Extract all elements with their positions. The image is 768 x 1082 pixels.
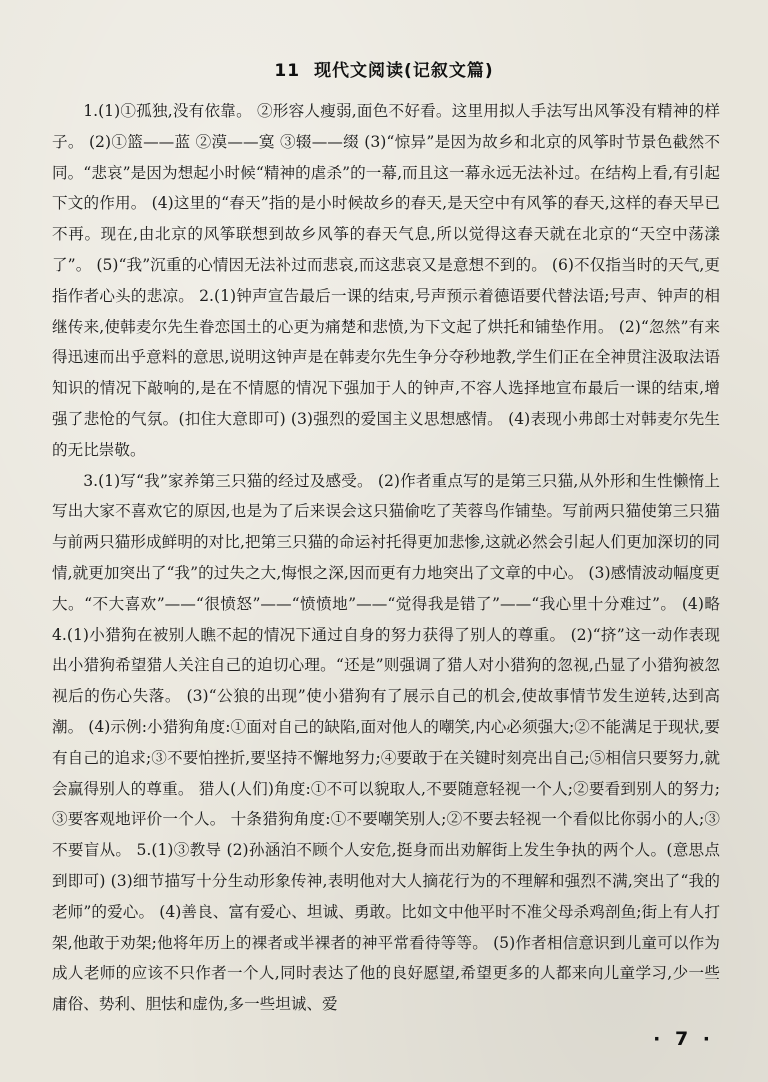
answer-paragraph-2: 3.(1)写“我”家养第三只猫的经过及感受。 (2)作者重点写的是第三只猫,从外形和生性懒惰上写出大家不喜欢它的原因,也是为了后来误会这只猫偷吃了芙蓉鸟作铺垫。写前两只猫使第三只猫与前两只猫形成鲜明的对比,把第三只猫的命运衬托得更加悲惨,这就必然会引起人们更加深切的同情,就更加突出了“我”的过失之大,悔恨之深,因而更有力地突出了文章的中心。 (3)感情波动幅度更大。“不大喜欢”——“很愤怒”——“愤愤地”——“觉得我是错了”——“我心里十分难过”。 (4)略 4.(1)小猎狗在被别人瞧不起的情况下通过自身的努力获得了别人的尊重。 (2)“挤”这一动作表现出小猎狗希望猎人关注自己的迫切心理。“还是”则强调了猎人对小猎狗的忽视,凸显了小猎狗被忽视后的伤心失落。 (3)“公狼的出现”使小猎狗有了展示自己的机会,使故事情节发生逆转,达到高潮。 (4)示例:小猎狗角度:①面对自己的缺陷,面对他人的嘲笑,内心必须强大;②不能满足于现状,要有自己的追求;③不要怕挫折,要坚持不懈地努力;④要敢于在关键时刻亮出自己;⑤相信只要努力,就会赢得别人的尊重。 猎人(人们)角度:①不可以貌取人,不要随意轻视一个人;②要看到别人的努力;③要客观地评价一个人。 十条猎狗角度:①不要嘲笑别人;②不要去轻视一个看似比你弱小的人;③不要盲从。 5.(1)③教导 (2)孙涵泊不顾个人安危,挺身而出劝解街上发生争执的两个人。(意思点到即可) (3)细节描写十分生动形象传神,表明他对大人摘花行为的不理解和强烈不满,突出了“我的老师”的爱心。 (4)善良、富有爱心、坦诚、勇敢。比如文中他平时不准父母杀鸡剖鱼;街上有人打架,他敢于劝架;他将年历上的裸者或半裸者的神平常看待等等。 (5)作者相信意识到儿童可以作为成人老师的应该不只作者一个人,同时表达了他的良好愿望,希望更多的人都来向儿童学习,少一些庸俗、势利、胆怯和虚伪,多一些坦诚、爱 [52, 471, 720, 1014]
section-title-text: 现代文阅读(记叙文篇) [314, 61, 494, 81]
section-title [0, 56, 768, 81]
answer-paragraph-1: 1.(1)①孤独,没有依靠。 ②形容人瘦弱,面色不好看。这里用拟人手法写出风筝没有精神的样子。 (2)①篮——蓝 ②漠——寞 ③辍——缀 (3)“惊异”是因为故乡和北京的风筝时节景色截然不同。“悲哀”是因为想起小时候“精神的虐杀”的一幕,而且这一幕永远无法补过。在结构上看,有引起下文的作用。 (4)这里的“春天”指的是小时候故乡的春天,是天空中有风筝的春天,这样的春天早已不再。现在,由北京的风筝联想到故乡风筝的春天气息,所以觉得这春天就在北京的“天空中荡漾了”。 (5)“我”沉重的心情因无法补过而悲哀,而这悲哀又是意想不到的。 (6)不仅指当时的天气,更指作者心头的悲凉。 2.(1)钟声宣告最后一课的结束,号声预示着德语要代替法语;号声、钟声的相继传来,使韩麦尔先生眷恋国土的心更为痛楚和悲愤,为下文起了烘托和铺垫作用。 (2)“忽然”有来得迅速而出乎意料的意思,说明这钟声是在韩麦尔先生争分夺秒地教,学生们正在全神贯注汲取法语知识的情况下敲响的,是在不情愿的情况下强加于人的钟声,不容人选择地宣布最后一课的结束,增强了悲怆的气氛。(扣住大意即可) (3)强烈的爱国主义思想感情。 (4)表现小弗郎士对韩麦尔先生的无比崇敬。 [52, 102, 720, 459]
section-number: 11 [274, 61, 301, 81]
page-number: · 7 · [653, 1028, 714, 1050]
answer-body [52, 96, 720, 1020]
